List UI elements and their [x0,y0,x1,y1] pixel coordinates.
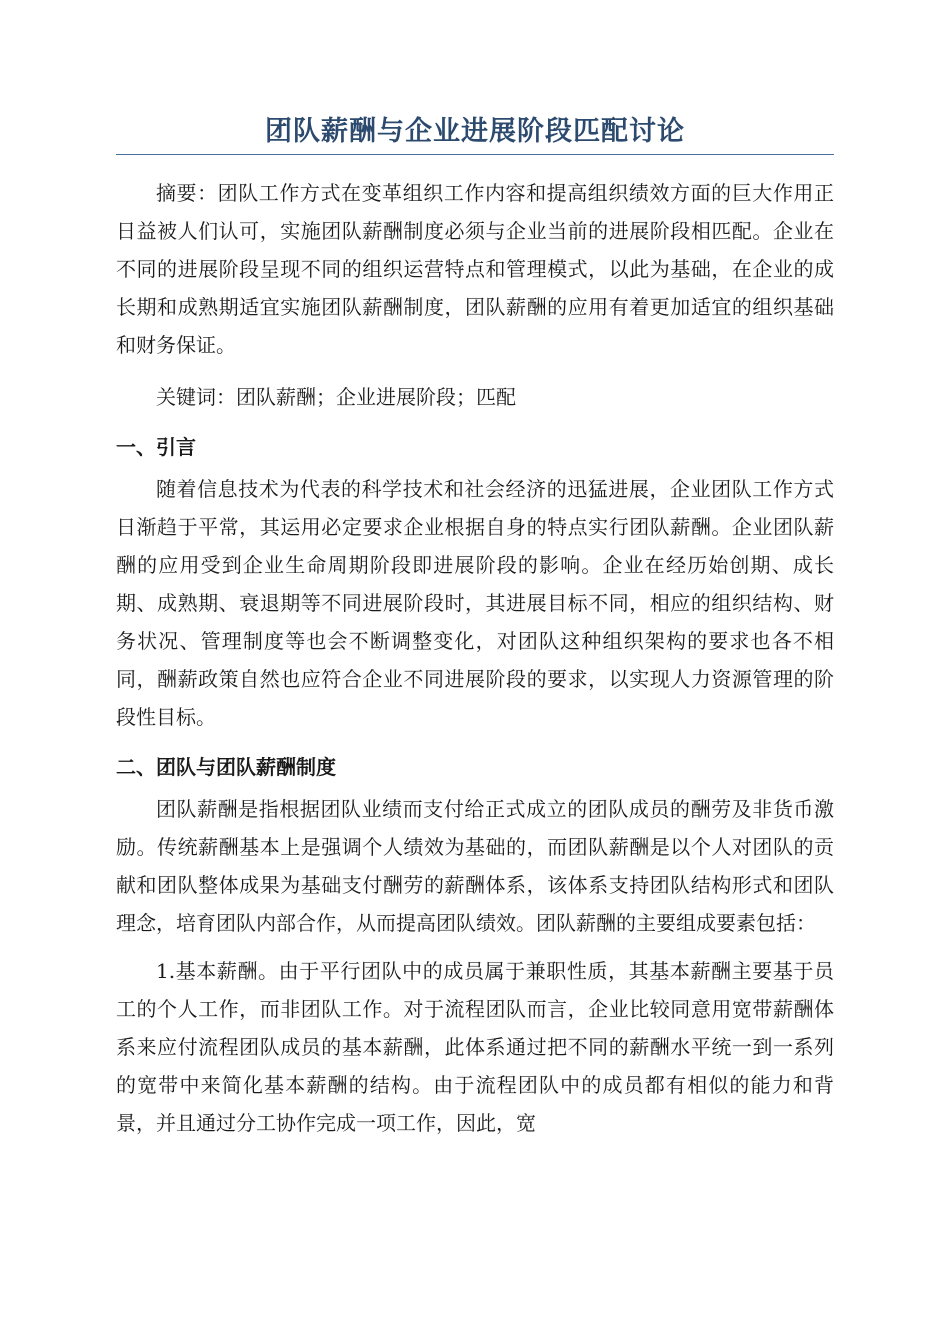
document-page [116,112,834,1142]
keywords-paragraph: 关键词：团队薪酬；企业进展阶段；匹配 [156,385,516,409]
introduction-paragraph: 随着信息技术为代表的科学技术和社会经济的迅猛进展，企业团队工作方式日渐趋于平常，其运用必定要求企业根据自身的特点实行团队薪酬。企业团队薪酬的应用受到企业生命周期阶段即进展阶段的影响。企业在经历始创期、成长期、成熟期、衰退期等不同进展阶段时，其进展目标不同，相应的组织结构、财务状况、管理制度等也会不断调整变化，对团队这种组织架构的要求也各不相同，酬薪政策自然也应符合企业不同进展阶段的要求，以实现人力资源管理的阶段性目标。 [116,477,834,729]
document-title: 团队薪酬与企业进展阶段匹配讨论 [116,112,834,155]
abstract-paragraph: 摘要：团队工作方式在变革组织工作内容和提高组织绩效方面的巨大作用正日益被人们认可，实施团队薪酬制度必须与企业当前的进展阶段相匹配。企业在不同的进展阶段呈现不同的组织运营特点和管理模式，以此为基础，在企业的成长期和成熟期适宜实施团队薪酬制度，团队薪酬的应用有着更加适宜的组织基础和财务保证。 [116,181,834,357]
base-salary-paragraph: 1.基本薪酬。由于平行团队中的成员属于兼职性质，其基本薪酬主要基于员工的个人工作，而非团队工作。对于流程团队而言，企业比较同意用宽带薪酬体系来应付流程团队成员的基本薪酬，此体系通过把不同的薪酬水平统一到一系列的宽带中来简化基本薪酬的结构。由于流程团队中的成员都有相似的能力和背景，并且通过分工协作完成一项工作，因此，宽 [116,959,834,1135]
team-compensation-paragraph: 团队薪酬是指根据团队业绩而支付给正式成立的团队成员的酬劳及非货币激励。传统薪酬基本上是强调个人绩效为基础的，而团队薪酬是以个人对团队的贡献和团队整体成果为基础支付酬劳的薪酬体系，该体系支持团队结构形式和团队理念，培育团队内部合作，从而提高团队绩效。团队薪酬的主要组成要素包括： [116,797,834,935]
section-heading-team-compensation: 二、团队与团队薪酬制度 [116,755,336,779]
section-heading-introduction: 一、引言 [116,435,196,459]
